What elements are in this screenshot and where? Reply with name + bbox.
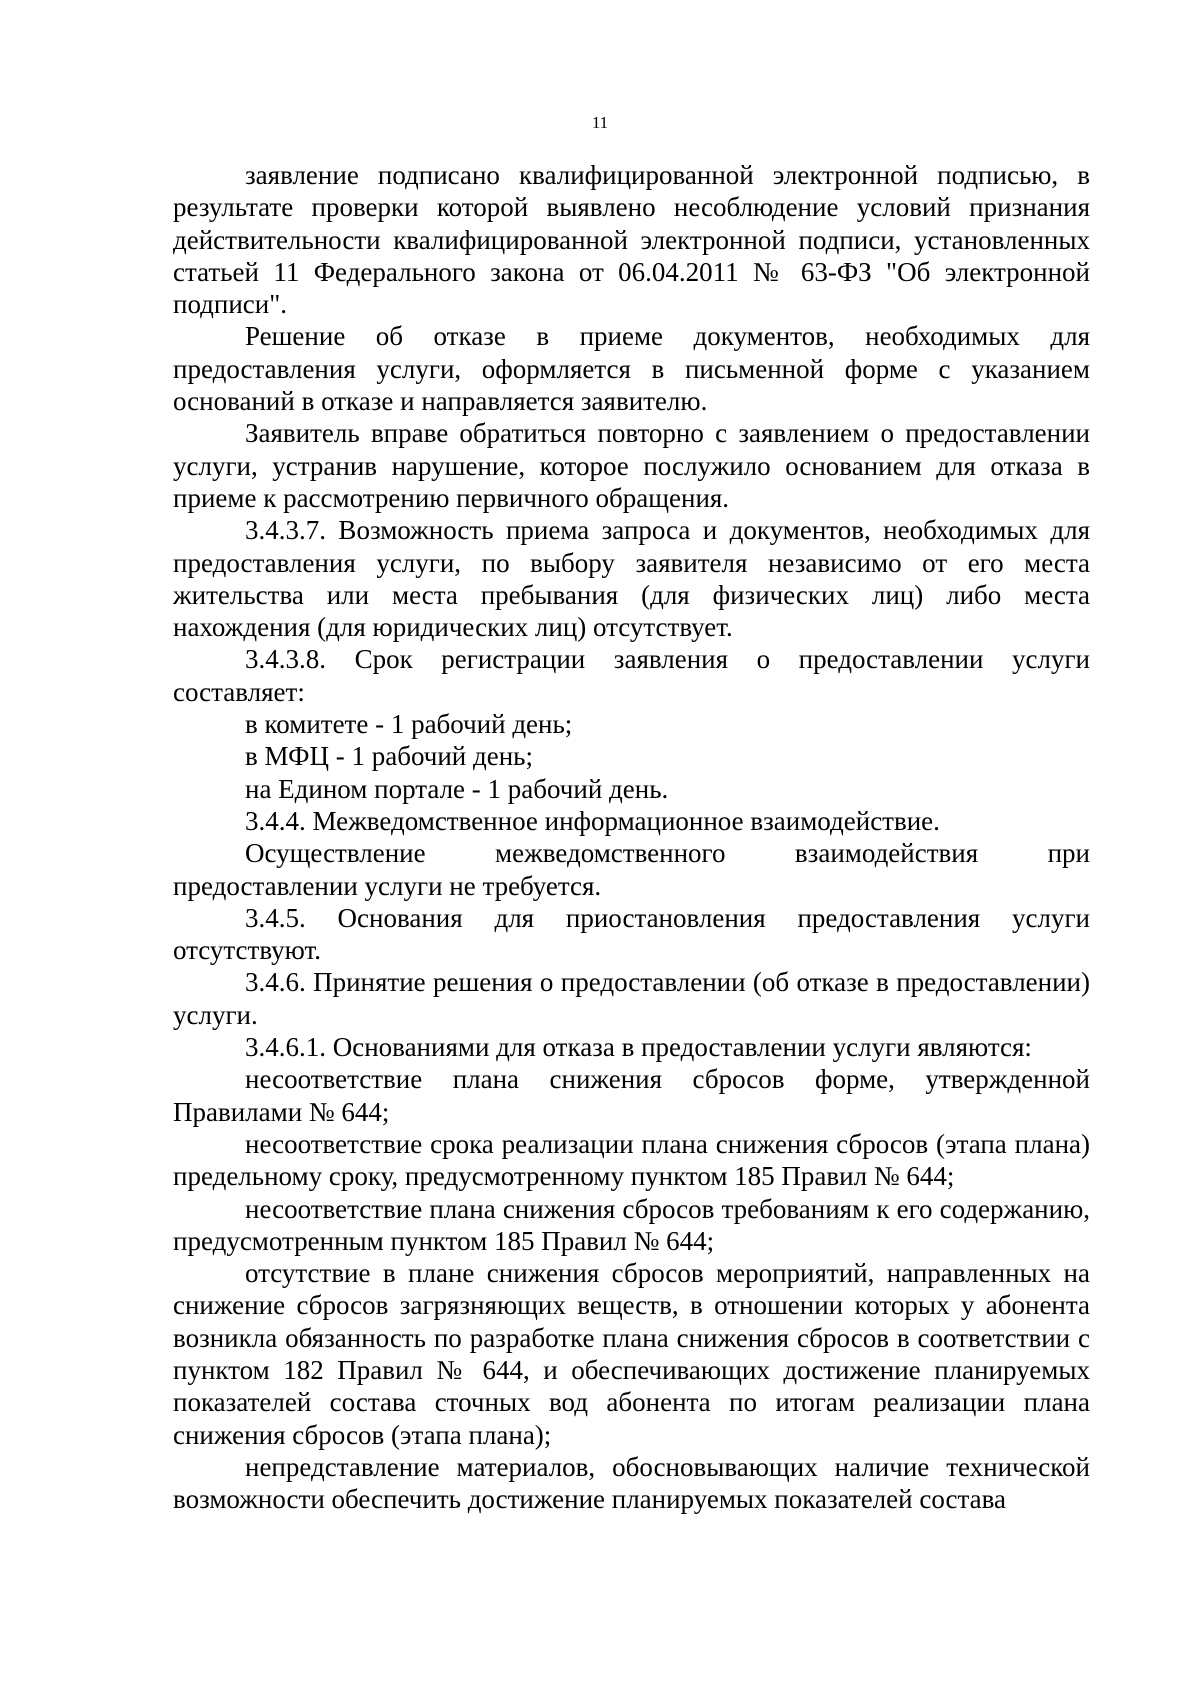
paragraph: 3.4.6.1. Основаниями для отказа в предоставлении услуги являются: <box>245 1032 1032 1063</box>
document-body <box>173 159 1090 1515</box>
paragraph: на Едином портале - 1 рабочий день. <box>245 773 669 804</box>
paragraph: несоответствие срока реализации плана снижения сбросов (этапа плана) предельному сроку, предусмотренному пунктом 185 Правил № 644; <box>173 1128 1090 1192</box>
paragraph: 3.4.4. Межведомственное информационное взаимодействие. <box>245 805 940 836</box>
paragraph: в комитете - 1 рабочий день; <box>245 709 573 740</box>
paragraph: в МФЦ - 1 рабочий день; <box>245 741 533 772</box>
paragraph: 3.4.3.7. Возможность приема запроса и документов, необходимых для предоставления услуги, по выбору заявителя независимо от его места жительства или места пребывания (для физических лиц) либо места нахождения (для юридических лиц) отсутствует. <box>173 515 1090 643</box>
paragraph: несоответствие плана снижения сбросов требованиям к его содержанию, предусмотренным пунктом 185 Правил № 644; <box>173 1193 1090 1256</box>
paragraph: 3.4.3.8. Срок регистрации заявления о предоставлении услуги составляет: <box>173 644 1090 707</box>
paragraph: 3.4.5. Основания для приостановления предоставления услуги отсутствуют. <box>173 902 1090 966</box>
paragraph: 3.4.6. Принятие решения о предоставлении (об отказе в предоставлении) услуги. <box>173 967 1090 1030</box>
paragraph: Решение об отказе в приеме документов, необходимых для предоставления услуги, оформляется в письменной форме с указанием оснований в отказе и направляется заявителю. <box>173 321 1090 417</box>
page-number: 11 <box>591 113 609 132</box>
paragraph: отсутствие в плане снижения сбросов мероприятий, направленных на снижение сбросов загрязняющих веществ, в отношении которых у абонента возникла обязанность по разработке плана снижения сбросов в соответствии с пунктом 182 Правил № 644, и обеспечивающих достижение планируемых показателей состава сточных вод абонента по итогам реализации плана снижения сбросов (этапа плана); <box>173 1258 1090 1450</box>
paragraph: непредставление материалов, обосновывающих наличие технической возможности обеспечить достижение планируемых показателей состава <box>173 1451 1090 1515</box>
paragraph: Заявитель вправе обратиться повторно с заявлением о предоставлении услуги, устранив нарушение, которое послужило основанием для отказа в приеме к рассмотрению первичного обращения. <box>173 418 1090 513</box>
paragraph: заявление подписано квалифицированной электронной подписью, в результате проверки которой выявлено несоблюдение условий признания действительности квалифицированной электронной подписи, установленных статьей 11 Федерального закона от 06.04.2011 № 63-ФЗ "Об электронной подписи". <box>173 160 1090 320</box>
paragraph: Осуществление межведомственного взаимодействия при предоставлении услуги не требуется. <box>173 838 1090 901</box>
paragraph: несоответствие плана снижения сбросов форме, утвержденной Правилами № 644; <box>173 1064 1090 1127</box>
